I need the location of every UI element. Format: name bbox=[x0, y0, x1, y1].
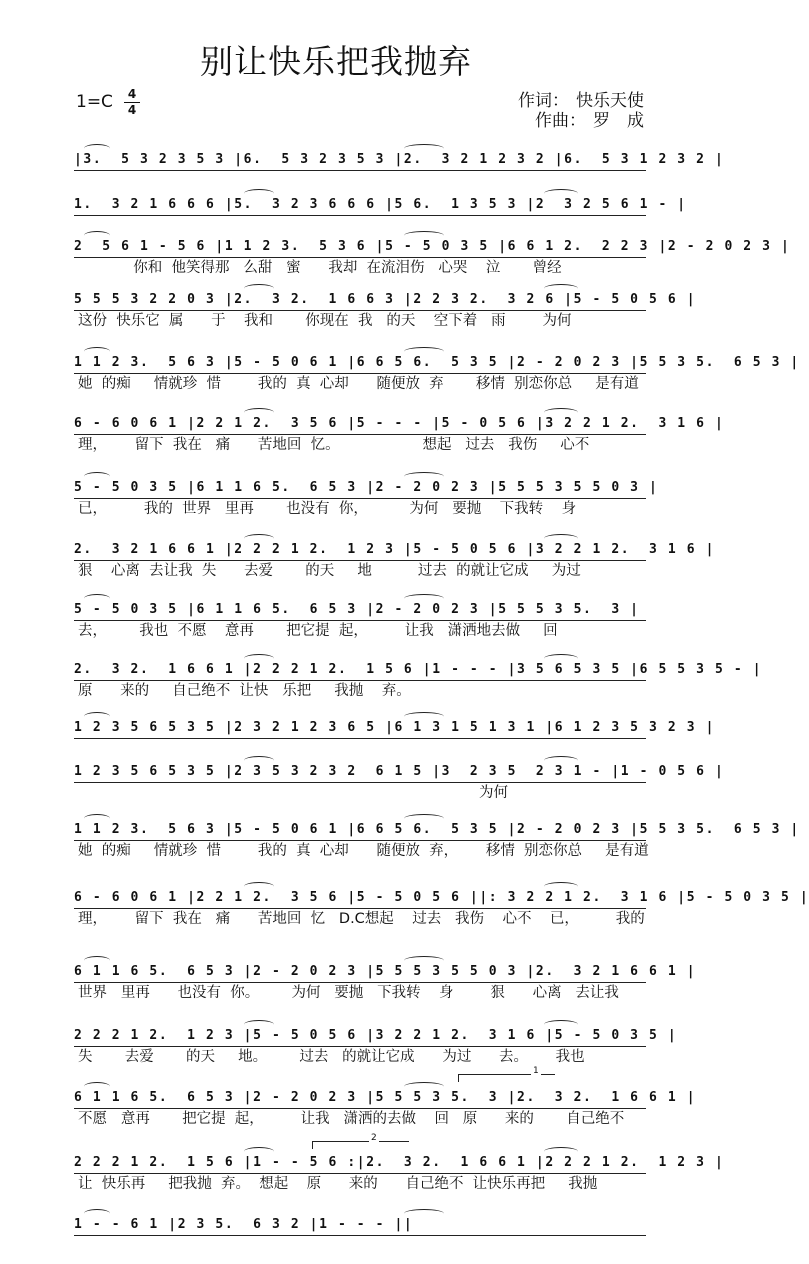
second-ending-bracket bbox=[312, 1133, 409, 1149]
score-system bbox=[74, 600, 646, 644]
lyric-line: 不愿 意再 把它提 起， 让我 潇洒的去做 回 原 来的 自己绝不 bbox=[78, 1111, 625, 1127]
slur-arc bbox=[84, 814, 110, 823]
score-system bbox=[74, 888, 809, 932]
composer-credit bbox=[535, 106, 644, 131]
notation-line: 6 - 6 0 6 1 |2 2 1 2. 3 5 6 |5 - 5 0 5 6 ||: 3 2 2 1 2. 3 1 6 |5 - 5 0 3 5 | bbox=[74, 888, 646, 909]
slur-arc bbox=[244, 756, 274, 765]
lyric-line: 世界 里再 也没有 你。 为何 要抛 下我转 身 狠 心离 去让我 bbox=[78, 985, 619, 1001]
notation-line: 5 5 5 3 2 2 0 3 |2. 3 2. 1 6 6 3 |2 2 3 2. 3 2 6 |5 - 5 0 5 6 | bbox=[74, 290, 646, 311]
slur-arc bbox=[404, 1082, 444, 1091]
slur-arc bbox=[84, 712, 110, 721]
lyric-line: 狠 心离 去让我 失 去爱 的天 地 过去 的就让它成 为过 bbox=[78, 563, 581, 579]
score-system bbox=[74, 414, 725, 458]
lyric-line: 去， 我也 不愿 意再 把它提 起， 让我 潇洒地去做 回 bbox=[78, 623, 558, 639]
notation-line: 2 5 6 1 - 5 6 |1 1 2 3. 5 3 6 |5 - 5 0 3 5 |6 6 1 2. 2 2 3 |2 - 2 0 2 3 | bbox=[74, 237, 646, 258]
slur-arc bbox=[544, 189, 578, 198]
first-ending-bracket bbox=[458, 1066, 555, 1082]
slur-arc bbox=[544, 882, 578, 891]
score-system bbox=[74, 820, 800, 864]
lyric-line: 她 的痴 情就珍 惜 我的 真 心却 随便放 弃 移情 别恋你总 是有道 bbox=[78, 376, 639, 392]
lyric-line: 为何 bbox=[78, 785, 508, 801]
notation-line: 1 1 2 3. 5 6 3 |5 - 5 0 6 1 |6 6 5 6. 5 3 5 |2 - 2 0 2 3 |5 5 3 5. 6 5 3 | bbox=[74, 820, 646, 841]
time-signature-bottom: 4 bbox=[127, 103, 137, 117]
notation-line: 6 1 1 6 5. 6 5 3 |2 - 2 0 2 3 |5 5 5 3 5. 3 |2. 3 2. 1 6 6 1 | bbox=[74, 1088, 646, 1109]
score-system bbox=[74, 762, 725, 806]
slur-arc bbox=[544, 408, 578, 417]
slur-arc bbox=[404, 231, 444, 240]
notation-line: 1 2 3 5 6 5 3 5 |2 3 5 3 2 3 2 6 1 5 |3 2 3 5 2 3 1 - |1 - 0 5 6 | bbox=[74, 762, 646, 783]
slur-arc bbox=[244, 534, 274, 543]
score-system bbox=[74, 150, 725, 194]
slur-arc bbox=[544, 284, 578, 293]
slur-arc bbox=[404, 956, 444, 965]
score-system bbox=[74, 195, 687, 239]
slur-arc bbox=[244, 654, 274, 663]
notation-line: 1 1 2 3. 5 6 3 |5 - 5 0 6 1 |6 6 5 6. 5 3 5 |2 - 2 0 2 3 |5 5 3 5. 6 5 3 | bbox=[74, 353, 646, 374]
slur-arc bbox=[84, 956, 110, 965]
slur-arc bbox=[84, 472, 110, 481]
lyric-line: 她 的痴 情就珍 惜 我的 真 心却 随便放 弃， 移情 别恋你总 是有道 bbox=[78, 843, 649, 859]
score-system bbox=[74, 1153, 725, 1197]
lyric-line: 你和 他笑得那 么甜 蜜 我却 在流泪伤 心哭 泣 曾经 bbox=[78, 260, 562, 276]
score-system bbox=[74, 1088, 697, 1132]
slur-arc bbox=[244, 882, 274, 891]
slur-arc bbox=[84, 144, 110, 153]
slur-arc bbox=[404, 594, 444, 603]
score-system bbox=[74, 290, 697, 334]
lyric-line: 让 快乐再 把我抛 弃。 想起 原 来的 自己绝不 让快乐再把 我抛 bbox=[78, 1176, 598, 1192]
notation-line: 5 - 5 0 3 5 |6 1 1 6 5. 6 5 3 |2 - 2 0 2 3 |5 5 5 3 5. 3 | bbox=[74, 600, 646, 621]
notation-line: 2. 3 2. 1 6 6 1 |2 2 2 1 2. 1 5 6 |1 - - - |3 5 6 5 3 5 |6 5 5 3 5 - | bbox=[74, 660, 646, 681]
score-system bbox=[74, 1026, 678, 1070]
score-system bbox=[74, 353, 800, 397]
composer-label: 作曲： bbox=[535, 111, 586, 131]
time-signature bbox=[124, 88, 140, 117]
slur-arc bbox=[244, 284, 274, 293]
notation-line: 1 - - 6 1 |2 3 5. 6 3 2 |1 - - - || bbox=[74, 1215, 646, 1236]
slur-arc bbox=[404, 347, 444, 356]
lyric-line: 理， 留下 我在 痛 苦地回 忆。 想起 过去 我伤 心不 bbox=[78, 437, 590, 453]
slur-arc bbox=[244, 189, 274, 198]
first-ending-number: 1 bbox=[533, 1066, 539, 1076]
slur-arc bbox=[404, 1209, 444, 1218]
lyricist-name: 快乐天使 bbox=[576, 91, 644, 111]
slur-arc bbox=[404, 712, 444, 721]
slur-arc bbox=[404, 144, 444, 153]
notation-line: 2 2 2 1 2. 1 5 6 |1 - - 5 6 :|2. 3 2. 1 6 6 1 |2 2 2 1 2. 1 2 3 | bbox=[74, 1153, 646, 1174]
slur-arc bbox=[404, 814, 444, 823]
lyric-line: 理， 留下 我在 痛 苦地回 忆 D.C想起 过去 我伤 心不 已， 我的 bbox=[78, 911, 645, 927]
notation-line: 5 - 5 0 3 5 |6 1 1 6 5. 6 5 3 |2 - 2 0 2 3 |5 5 5 3 5 5 0 3 | bbox=[74, 478, 646, 499]
score-system bbox=[74, 962, 697, 1006]
notation-line: 6 1 1 6 5. 6 5 3 |2 - 2 0 2 3 |5 5 5 3 5 5 0 3 |2. 3 2 1 6 6 1 | bbox=[74, 962, 646, 983]
composer-name: 罗 成 bbox=[593, 111, 644, 131]
score-system bbox=[74, 660, 763, 704]
slur-arc bbox=[84, 1209, 110, 1218]
second-ending-number: 2 bbox=[371, 1133, 377, 1143]
notation-line: |3. 5 3 2 3 5 3 |6. 5 3 2 3 5 3 |2. 3 2 1 2 3 2 |6. 5 3 1 2 3 2 | bbox=[74, 150, 646, 171]
time-signature-top: 4 bbox=[127, 87, 137, 101]
slur-arc bbox=[84, 1082, 110, 1091]
slur-arc bbox=[84, 594, 110, 603]
slur-arc bbox=[404, 472, 444, 481]
lyric-line: 已， 我的 世界 里再 也没有 你， 为何 要抛 下我转 身 bbox=[78, 501, 577, 517]
key-signature: 1=C bbox=[76, 92, 113, 112]
lyric-line: 失 去爱 的天 地。 过去 的就让它成 为过 去。 我也 bbox=[78, 1049, 585, 1065]
notation-line: 1 2 3 5 6 5 3 5 |2 3 2 1 2 3 6 5 |6 1 3 1 5 1 3 1 |6 1 2 3 5 3 2 3 | bbox=[74, 718, 646, 739]
slur-arc bbox=[84, 231, 110, 240]
song-title: 别让快乐把我抛弃 bbox=[200, 42, 472, 81]
slur-arc bbox=[84, 347, 110, 356]
slur-arc bbox=[544, 1020, 578, 1029]
slur-arc bbox=[544, 756, 578, 765]
score-system bbox=[74, 1215, 646, 1259]
slur-arc bbox=[244, 408, 274, 417]
notation-line: 1. 3 2 1 6 6 6 |5. 3 2 3 6 6 6 |5 6. 1 3 5 3 |2 3 2 5 6 1 - | bbox=[74, 195, 646, 216]
slur-arc bbox=[544, 534, 578, 543]
slur-arc bbox=[544, 1147, 578, 1156]
notation-line: 2. 3 2 1 6 6 1 |2 2 2 1 2. 1 2 3 |5 - 5 0 5 6 |3 2 2 1 2. 3 1 6 | bbox=[74, 540, 646, 561]
lyric-line: 原 来的 自己绝不 让快 乐把 我抛 弃。 bbox=[78, 683, 411, 699]
slur-arc bbox=[544, 654, 578, 663]
slur-arc bbox=[244, 1020, 274, 1029]
notation-line: 6 - 6 0 6 1 |2 2 1 2. 3 5 6 |5 - - - |5 - 0 5 6 |3 2 2 1 2. 3 1 6 | bbox=[74, 414, 646, 435]
lyricist-label: 作词： bbox=[518, 91, 569, 111]
score-system bbox=[74, 540, 716, 584]
score-system bbox=[74, 237, 791, 281]
slur-arc bbox=[244, 1147, 274, 1156]
score-system bbox=[74, 478, 659, 522]
notation-line: 2 2 2 1 2. 1 2 3 |5 - 5 0 5 6 |3 2 2 1 2. 3 1 6 |5 - 5 0 3 5 | bbox=[74, 1026, 646, 1047]
lyric-line: 这份 快乐它 属 于 我和 你现在 我 的天 空下着 雨 为何 bbox=[78, 313, 572, 329]
